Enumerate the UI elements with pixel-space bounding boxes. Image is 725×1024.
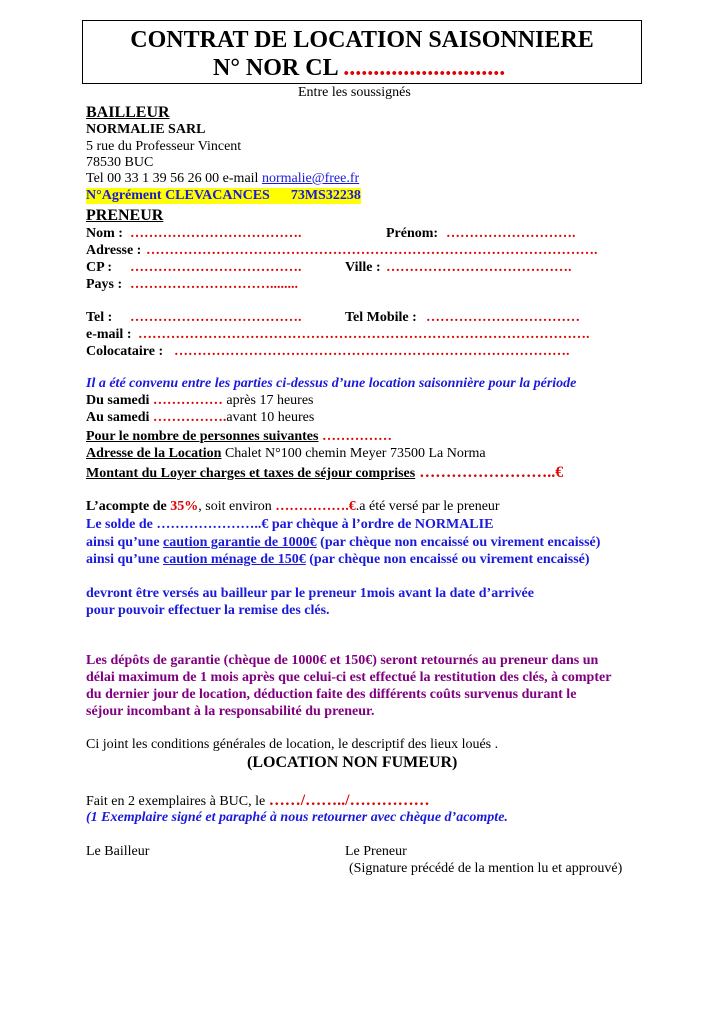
depots-line2: délai maximum de 1 mois après que celui-ci est effectué la restitution des clés, à compter [86, 670, 612, 685]
bailleur-company: NORMALIE SARL [86, 122, 206, 137]
au-field[interactable]: ……………. [152, 410, 227, 425]
contract-number-dots: ........................... [343, 55, 506, 81]
contract-title: CONTRAT DE LOCATION SAISONNIERE [130, 27, 594, 53]
personnes-field[interactable]: …………… [318, 429, 392, 444]
adresse-location-line [86, 446, 486, 462]
non-fumeur: (LOCATION NON FUMEUR) [247, 754, 458, 771]
solde-line: Le solde de …………………..€ par chèque à l’ordre de NORMALIE [86, 517, 494, 532]
montant-field[interactable]: ……………………..€ [415, 464, 564, 481]
agrement-number: 73MS32238 [290, 188, 361, 203]
pays-field[interactable]: …………………………........ [130, 277, 298, 292]
du-line [86, 393, 313, 409]
depots-line3: du dernier jour de location, déduction faite des différents coûts survenus durant le [86, 687, 577, 702]
periode-intro: Il a été convenu entre les parties ci-dessus d’une location saisonnière pour la période [86, 376, 577, 391]
caution2-pre: ainsi qu’une [86, 552, 164, 567]
tel-label: Tel : [86, 310, 113, 325]
adresse-location-label: Adresse de la Location [86, 446, 222, 461]
conditions-text: Ci joint les conditions générales de location, le descriptif des lieux loués . [86, 737, 499, 752]
acompte-end: .a été versé par le preneur [355, 499, 500, 514]
personnes-line [86, 429, 392, 445]
agrement-line [86, 188, 361, 204]
ville-field[interactable]: …………………………………. [386, 260, 572, 275]
au-time: avant 10 heures [226, 410, 315, 425]
verses-line2: pour pouvoir effectuer la remise des clés. [86, 603, 330, 618]
agrement-label: N°Agrément CLEVACANCES [86, 188, 270, 203]
pays-label: Pays : [86, 277, 123, 292]
acompte-text: , soit environ [198, 499, 276, 514]
signature-preneur: Le Preneur [345, 844, 407, 859]
au-label: Au samedi [86, 410, 150, 425]
caution1-post: (par chèque non encaissé ou virement encaissé) [316, 535, 601, 550]
caution2-post: (par chèque non encaissé ou virement encaissé) [305, 552, 590, 567]
signature-bailleur: Le Bailleur [86, 844, 150, 859]
fait-note: (1 Exemplaire signé et paraphé à nous retourner avec chèque d’acompte. [86, 810, 508, 825]
du-time: après 17 heures [222, 393, 314, 408]
adresse-location-value: Chalet N°100 chemin Meyer 73500 La Norma [221, 446, 486, 461]
contract-number [213, 55, 505, 82]
depots-line1: Les dépôts de garantie (chèque de 1000€ et 150€) seront retournés au preneur dans un [86, 653, 599, 668]
fait-label: Fait en 2 exemplaires à BUC, le [86, 794, 269, 809]
caution-garantie-line [86, 535, 600, 551]
tel-field[interactable]: ………………………………. [130, 310, 302, 325]
contract-number-label: N° NOR CL [213, 55, 338, 81]
caution2-amount: caution ménage de 150€ [163, 552, 306, 567]
bailleur-email-link[interactable]: normalie@free.fr [261, 171, 360, 186]
intro-text: Entre les soussignés [298, 85, 411, 100]
acompte-line [86, 499, 500, 515]
prenom-label: Prénom: [386, 226, 439, 241]
bailleur-heading: BAILLEUR [86, 104, 170, 121]
montant-line [86, 464, 563, 482]
acompte-pct: 35% [170, 499, 199, 514]
montant-label: Montant du Loyer charges et taxes de séjour comprises [86, 466, 416, 481]
telmobile-field[interactable]: …………………………… [426, 310, 580, 325]
cp-label: CP : [86, 260, 113, 275]
email-label: e-mail : [86, 327, 132, 342]
personnes-label: Pour le nombre de personnes suivantes [86, 429, 319, 444]
cp-field[interactable]: ………………………………. [130, 260, 302, 275]
du-field[interactable]: …………… [152, 393, 223, 408]
fait-line [86, 792, 430, 810]
ville-label: Ville : [345, 260, 381, 275]
preneur-heading: PRENEUR [86, 207, 164, 224]
bailleur-contact [86, 171, 359, 187]
au-line [86, 410, 314, 426]
verses-line1: devront être versés au bailleur par le preneur 1mois avant la date d’arrivée [86, 586, 534, 601]
email-field[interactable]: ……………………………………………………………………………………. [138, 327, 590, 342]
title-box [82, 20, 642, 84]
bailleur-address2: 78530 BUC [86, 155, 154, 170]
fait-date-field[interactable]: ……/……../…………… [268, 792, 430, 809]
du-label: Du samedi [86, 393, 150, 408]
prenom-field[interactable]: ………………………. [446, 226, 576, 241]
signature-preneur-note: (Signature précédé de la mention lu et approuvé) [349, 861, 623, 876]
nom-label: Nom : [86, 226, 123, 241]
acompte-label: L’acompte de [86, 499, 171, 514]
nom-field[interactable]: ………………………………. [130, 226, 302, 241]
bailleur-tel: Tel 00 33 1 39 56 26 00 e-mail [86, 171, 262, 186]
adresse-label: Adresse : [86, 243, 142, 258]
acompte-field[interactable]: …………….€ [275, 499, 356, 514]
telmobile-label: Tel Mobile : [345, 310, 417, 325]
caution1-pre: ainsi qu’une [86, 535, 164, 550]
caution1-amount: caution garantie de 1000€ [163, 535, 317, 550]
colocataire-field[interactable]: …………………………………………………………………………. [174, 344, 570, 359]
bailleur-address1: 5 rue du Professeur Vincent [86, 139, 242, 154]
colocataire-label: Colocataire : [86, 344, 164, 359]
adresse-field[interactable]: ……………………………………………………………………………………. [146, 243, 598, 258]
caution-menage-line [86, 552, 590, 568]
depots-line4: séjour incombant à la responsabilité du preneur. [86, 704, 375, 719]
